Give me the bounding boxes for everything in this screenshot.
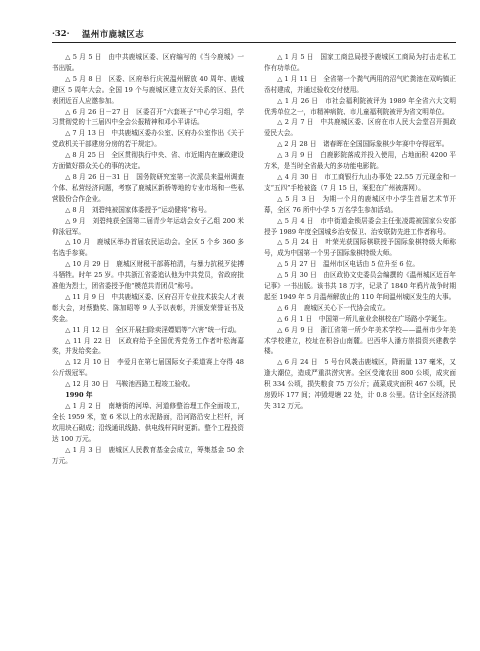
right-column — [264, 52, 456, 466]
chronicle-entry: △ 12 月 10 日 李爱月在第七届国际女子柔道赛上夺得 48 公斤级冠军。 — [52, 358, 244, 378]
text-columns — [52, 52, 456, 466]
chronicle-entry: △ 1 月 26 日 市社会福利院被评为 1989 年全省六大文明优秀单位之一，市精神病院、市儿童福利院被评为省文明单位。 — [264, 96, 456, 116]
chronicle-entry: △ 8 月 刘碧纯被国家体委授予“运动健将”称号。 — [65, 205, 211, 214]
chronicle-entry: △ 8 月 25 日 全区贯彻执行中央、省、市近期内在廉政建设方面做好群众关心的事的决定。 — [52, 151, 244, 171]
header-rule — [52, 42, 456, 43]
chronicle-entry: △ 6 月 1 日 中国第一所儿童业余棋校在广场路小学诞生。 — [277, 314, 451, 323]
chronicle-entry: △ 3 月 9 日 白鹿影院落成并投入使用，占地面积 4200 平方米，是当时全省最大的多功能电影院。 — [264, 151, 456, 171]
running-title: 温州市鹿城区志 — [82, 29, 145, 39]
chronicle-entry: △ 11 月 12 日 全区开展扫除卖淫嫖娼等“六害”统一行动。 — [65, 325, 241, 334]
chronicle-entry: △ 1 月 11 日 全省第一个粪气两用的沼气贮粪池在双屿镇正岙村建成，并通过验收交付使用。 — [264, 74, 456, 94]
chronicle-entry: △ 10 月 鹿城区举办首届农民运动会。全区 5 个乡 360 多名选手参赛。 — [52, 238, 244, 258]
chronicle-entry: △ 5 月 3 日 为期一个月的鹿城区中小学生首届艺术节开幕，全区 76 所中小学 5 万名学生参加活动。 — [264, 194, 456, 214]
chronicle-entry: △ 6 月 9 日 浙江省第一所少年美术学校——温州市少年美术学校建立，校址在积谷山南麓。巴西华人潘方崇捐资兴建教学楼。 — [264, 325, 456, 356]
chronicle-entry: △ 5 月 5 日 由中共鹿城区委、区府编写的《当今鹿城》一书出版。 — [52, 53, 244, 72]
chronicle-entry: △ 2 月 28 日 诸春晖在全国国际象棋少年赛中夺得冠军。 — [277, 140, 449, 149]
chronicle-entry: △ 1 月 2 日 南塘街的河埠、河道修整治理工作全面竣工，全长 1959 米，宽 6 米以上的水泥路面，沿河路沿安上栏杆，河坎用块石砌成；沿线通讯线路、供电线杆同时更新。整个工程投资达 100 万元。 — [52, 402, 244, 443]
chronicle-entry: △ 5 月 4 日 市中街道金锁居委会主任张凌霞被国家公安部授予 1989 年度全国城乡治安保卫、治安联防先进工作者称号。 — [264, 216, 456, 236]
chronicle-entry: △ 11 月 22 日 区政府给予全国优秀党务工作者叶松海嘉奖，并发给奖金。 — [52, 336, 244, 356]
chronicle-entry: △ 11 月 9 日 中共鹿城区委、区府召开专业技术拔尖人才表彰大会，对蔡勤奖、陈加昭等 9 人予以表彰，并颁发荣誉证书及奖金。 — [52, 292, 244, 323]
chronicle-entry: △ 2 月 7 日 中共鹿城区委、区府在市人民大会堂召开拥政爱民大会。 — [264, 118, 456, 138]
chronicle-entry: △ 9 月 刘碧纯获全国第二届青少年运动会女子乙组 200 米仰泳冠军。 — [52, 216, 244, 236]
left-column — [52, 52, 244, 466]
chronicle-entry: △ 7 月 13 日 中共鹿城区委办公室、区府办公室作出《关于党政机关干部建房分房的若干规定》。 — [52, 129, 244, 149]
chronicle-entry: △ 5 月 8 日 区委、区府举行庆祝温州解放 40 周年、鹿城建区 5 周年大会。全国 19 个与鹿城区建立友好关系的区、县代表团近百人应邀参加。 — [52, 74, 244, 105]
chronicle-entry: △ 5 月 27 日 温州市区电话由 5 位升至 6 位。 — [277, 260, 419, 269]
page-number: ·32· — [52, 28, 70, 38]
chronicle-entry: △ 6 月 鹿城区关心下一代协会成立。 — [277, 303, 390, 312]
page-header — [52, 28, 456, 46]
chronicle-entry: △ 4 月 30 日 市工商银行九山办事处 22.55 万元现金和一支“五四”手枪被盗（7 月 15 日，案犯在广州被落网）。 — [264, 172, 456, 192]
chronicle-entry: △ 1 月 5 日 国家工商总局授予鹿城区工商局为打击走私工作有功单位。 — [264, 53, 456, 72]
chronicle-entry: △ 8 月 26 日－31 日 国务院研究室第一次派员来温州调查个体、私营经济问题，考察了鹿城区新桥等地的专业市场和一些私营股份合作企业。 — [52, 172, 244, 203]
chronicle-entry: △ 12 月 30 日 马鞍池西路工程竣工验收。 — [65, 380, 195, 389]
chronicle-entry: △ 6 月 24 日 5 号台风袭击鹿城区，降雨量 137 毫米，又逢大潮位，造成严重洪涝灾害。全区受淹农田 800 公顷，成灾面积 334 公顷，损失粮食 75 万公斤；蔬菜成灾面积 467 公顷，民房毁坏 177 间；冲毁堤塘 22 处，计 0.8 公里。估计全区经济损失 312 万元。 — [264, 358, 456, 410]
chronicle-entry: △ 5 月 30 日 由区政协文史委员会编撰的《温州城区近百年记事》一书出版。该书共 18 万字，记录了 1840 年鸦片战争时期起至 1949 年 5 月温州解放止的 110 年间温州城区发生的大事。 — [264, 271, 456, 301]
year-heading: 1990 年 — [65, 391, 93, 400]
chronicle-entry: △ 5 月 24 日 叶荣光获国际棋联授予国际象棋特级大师称号，成为中国第一个男子国际象棋特级大师。 — [264, 238, 456, 258]
chronicle-entry: △ 10 月 29 日 鹿城区财税干部蒋柏清，与暴力抗税歹徒搏斗牺牲。时年 25 岁。中共浙江省委追认他为中共党员，省政府批准他为烈士，团省委授予他“模范共青团员”称号。 — [52, 260, 244, 291]
chronicle-entry: △ 6 月 26 日－27 日 区委召开“六套班子”中心学习组，学习贯彻党的十三届四中全会公报精神和邓小平讲话。 — [52, 107, 244, 127]
chronicle-entry: △ 1 月 3 日 鹿城区人民教育基金会成立，筹集基金 50 余万元。 — [52, 445, 244, 465]
